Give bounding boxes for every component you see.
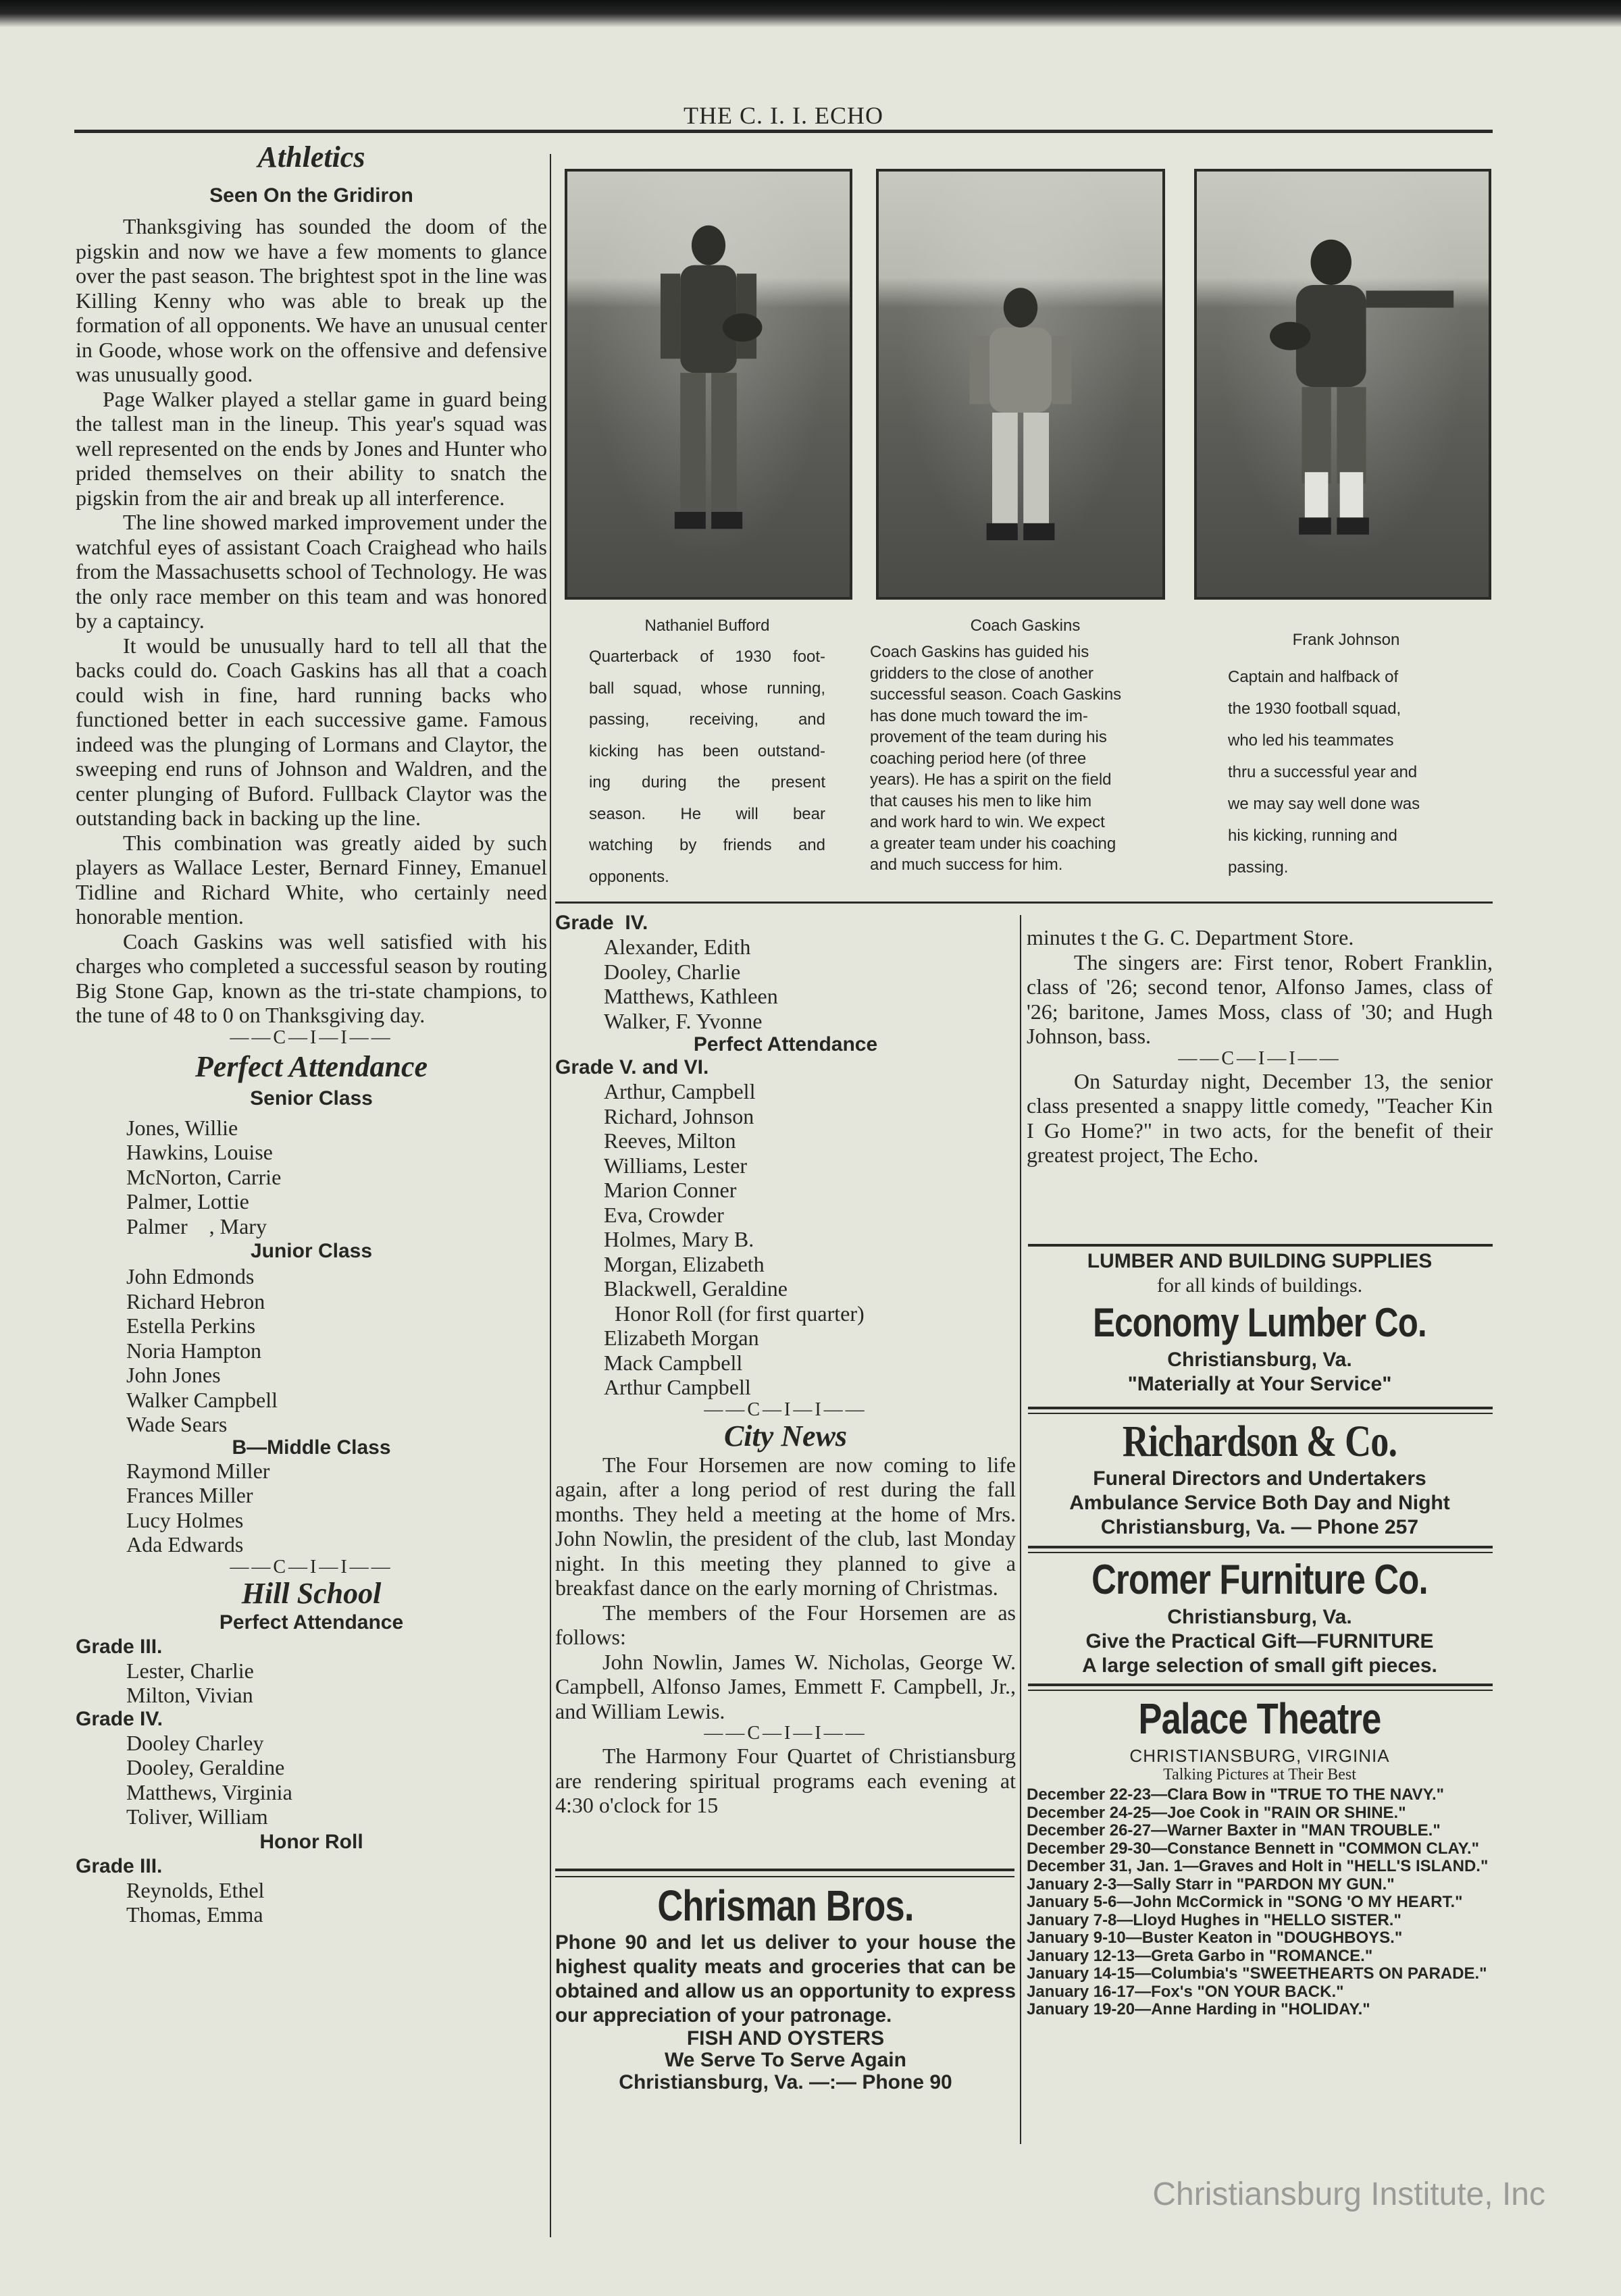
caption-line: kicking has been outstand- <box>589 741 825 760</box>
list-item: Raymond Miller <box>126 1458 270 1483</box>
right-paragraph: On Saturday night, December 13, the senior class presented a snappy little comedy, "Teacher Kin I Go Home?" in two acts, for the benefit of their greatest project, The Echo. <box>1027 1068 1493 1167</box>
richardson-line: Funeral Directors and Undertakers <box>1093 1467 1426 1490</box>
cromer-line: A large selection of small gift pieces. <box>1082 1654 1437 1677</box>
economy-top-line: LUMBER AND BUILDING SUPPLIES <box>1087 1250 1433 1272</box>
coach-figure-icon <box>879 172 1162 597</box>
listing-item: January 2-3—Sally Starr in "PARDON MY GUN." <box>1027 1875 1395 1894</box>
caption-line: and much success for him. <box>870 856 1063 874</box>
list-item: Arthur Campbell <box>604 1375 751 1399</box>
list-item: Arthur, Campbell <box>604 1079 756 1103</box>
caption-line: passing. <box>1228 858 1289 877</box>
ad-rule <box>1028 1244 1493 1247</box>
list-item: Lucy Holmes <box>126 1507 244 1532</box>
section-separator: ——C—I—I—— <box>704 1399 867 1420</box>
list-item: Dooley, Charlie <box>604 959 741 984</box>
scan-top-edge <box>0 0 1621 27</box>
grade-label: Grade III. <box>76 1854 163 1877</box>
caption-line: successful season. Coach Gaskins <box>870 685 1122 704</box>
right-column-text <box>1027 925 1493 1168</box>
list-item: Walker Campbell <box>126 1387 278 1412</box>
athletics-paragraph: Thanksgiving has sounded the doom of the pigskin and now we have a few moments to glance over the past season. The brightest spot in the line was Killing Kenny who was able to break up the formation of all opponents. We have an unusual center in Goode, whose work on the offensive and defensive was unusually good. <box>76 214 547 386</box>
list-item: Richard Hebron <box>126 1288 265 1313</box>
richardson-line: Christiansburg, Va. — Phone 257 <box>1100 1516 1419 1538</box>
masthead: THE C. I. I. ECHO <box>684 102 883 129</box>
economy-slogan: "Materially at Your Service" <box>1127 1373 1392 1395</box>
caption-line: ball squad, whose running, <box>589 679 825 698</box>
city-news-paragraph: John Nowlin, James W. Nicholas, George W. Campbell, Alfonso James, Emmett F. Campbell, Jr., and William Lewis. <box>555 1649 1016 1723</box>
honor-roll-label: Honor Roll (for first quarter) <box>615 1301 865 1326</box>
perfect-attendance-heading: Perfect Attendance <box>195 1049 428 1083</box>
list-item: Morgan, Elizabeth <box>604 1251 765 1276</box>
caption-line: passing, receiving, and <box>589 710 825 729</box>
list-item: Jones, Willie <box>126 1115 238 1140</box>
ad-rule <box>1028 1552 1493 1553</box>
list-item: Palmer , Mary <box>126 1214 267 1238</box>
left-column <box>76 138 547 1927</box>
middle-column <box>555 912 1016 1818</box>
list-item: Matthews, Virginia <box>126 1779 292 1804</box>
list-item: Reeves, Milton <box>604 1128 736 1153</box>
section-separator: ——C—I—I—— <box>230 1026 393 1048</box>
city-news-heading: City News <box>723 1419 848 1453</box>
list-item: Palmer, Lottie <box>126 1189 249 1214</box>
economy-lumber-name: Economy Lumber Co. <box>1093 1300 1426 1345</box>
list-item: Thomas, Emma <box>126 1902 263 1927</box>
caption-line: Quarterback of 1930 foot- <box>589 648 825 666</box>
column-rule-left <box>550 154 551 2237</box>
list-item: Matthews, Kathleen <box>604 984 778 1008</box>
list-item: John Jones <box>126 1363 221 1387</box>
chrisman-bros-body: Phone 90 and let us deliver to your house the highest quality meats and groceries that can be obtained and allow us an opportunity to express our appreciation of your patronage. <box>555 1931 1016 2027</box>
list-item: Estella Perkins <box>126 1313 256 1338</box>
athletics-article <box>76 214 547 1028</box>
economy-lumber-ad <box>1027 1249 1493 1397</box>
caption-line: and work hard to win. We expect <box>870 813 1105 831</box>
chrisman-line: FISH AND OYSTERS <box>686 2027 885 2050</box>
athletics-paragraph: Coach Gaskins was well satisfied with his charges who completed a successful season by routing Big Stone Gap, known as the tri-state champions, to the tune of 48 to 0 on Thanksgiving day. <box>76 929 547 1027</box>
athletics-paragraph: The line showed marked improvement under the watchful eyes of assistant Coach Craighead who hails from the Massachusetts school of Technology. He was the only race member on this team and was honored by a captaincy. <box>76 510 547 633</box>
listing-item: December 26-27—Warner Baxter in "MAN TROUBLE." <box>1027 1821 1441 1840</box>
list-item: Holmes, Mary B. <box>604 1227 754 1251</box>
palace-theatre-ad <box>1027 1692 1493 2019</box>
athletics-paragraph: Page Walker played a stellar game in guard being the tallest man in the lineup. This year's squad was well represented on the ends by Jones and Hunter who prided themselves on their ability to snatch the pigskin from the air and break up all interference. <box>76 386 547 510</box>
cromer-furniture-ad <box>1027 1555 1493 1678</box>
ad-rule <box>1028 1546 1493 1548</box>
chrisman-bros-name: Chrisman Bros. <box>657 1881 914 1930</box>
chrisman-bros-ad <box>555 1881 1016 2094</box>
grade-label: Grade III. <box>76 1635 163 1658</box>
ad-rule <box>1028 1684 1493 1686</box>
list-item: Elizabeth Morgan <box>604 1326 759 1350</box>
caption-line: thru a successful year and <box>1228 763 1418 781</box>
list-item: John Edmonds <box>126 1264 255 1288</box>
city-news-paragraph: The Four Horsemen are now coming to life again, after a long period of rest during the fall months. They held a meeting at the home of Mrs. John Nowlin, the president of the club, last Monday night. In this meeting they planned to give a breakfast dance on the early morning of Christmas. <box>555 1452 1016 1600</box>
caption-line: has done much toward the im- <box>870 706 1088 725</box>
archive-watermark: Christiansburg Institute, Inc <box>1152 2176 1545 2212</box>
richardson-line: Ambulance Service Both Day and Night <box>1069 1492 1450 1514</box>
list-item: Ada Edwards <box>126 1532 244 1557</box>
listing-item: January 7-8—Lloyd Hughes in "HELLO SISTER." <box>1027 1910 1401 1929</box>
list-item: Noria Hampton <box>126 1338 261 1363</box>
list-item: Alexander, Edith <box>604 935 751 959</box>
listing-item: January 5-6—John McCormick in "SONG 'O MY HEART." <box>1027 1893 1463 1911</box>
listing-item: January 19-20—Anne Harding in "HOLIDAY." <box>1027 2000 1370 2018</box>
perfect-attendance-label: Perfect Attendance <box>693 1033 878 1055</box>
photo-nathaniel-bufford <box>565 169 852 600</box>
list-item: Marion Conner <box>604 1178 737 1202</box>
list-item: Dooley Charley <box>126 1730 264 1755</box>
list-item: Blackwell, Geraldine <box>604 1276 788 1301</box>
list-item: Walker, F. Yvonne <box>604 1008 763 1033</box>
list-item: Eva, Crowder <box>604 1202 724 1227</box>
ad-rule <box>555 1876 1014 1877</box>
listing-item: January 16-17—Fox's "ON YOUR BACK." <box>1027 1982 1344 2001</box>
listing-item: December 31, Jan. 1—Graves and Holt in "HELL'S ISLAND." <box>1027 1857 1489 1875</box>
grade-label: Grade IV. <box>76 1707 163 1730</box>
listing-item: December 29-30—Constance Bennett in "COMMON CLAY." <box>1027 1839 1480 1858</box>
athletics-heading: Athletics <box>257 140 365 174</box>
caption-text <box>589 642 825 893</box>
continued-text: minutes t the G. C. Department Store. <box>1027 925 1354 949</box>
ad-rule <box>1028 1413 1493 1414</box>
caption-line: ing during the present <box>589 773 825 791</box>
palace-tagline: Talking Pictures at Their Best <box>1163 1766 1356 1783</box>
chrisman-line: We Serve To Serve Again <box>665 2049 906 2071</box>
caption-line: gridders to the close of another <box>870 664 1093 683</box>
caption-line: that causes his men to like him <box>870 791 1092 810</box>
caption-coach-gaskins <box>870 610 1181 876</box>
middle-class-label: B—Middle Class <box>232 1436 391 1459</box>
athletics-paragraph: It would be unusually hard to tell all that the backs could do. Coach Gaskins has all that a coach could wish in fine, hard running backs who functioned better in each successive game. Famous indeed was the plunging of Lormans and Claytor, the sweeping end runs of Johnson and Waldren, and the center plunging of Buford. Fullback Claytor was the outstanding back in backing up the line. <box>76 633 547 830</box>
athletics-paragraph: This combination was greatly aided by such players as Wallace Lester, Bernard Finney, Emanuel Tidline and Richard White, who certainly need honorable mention. <box>76 830 547 929</box>
richardson-name: Richardson & Co. <box>1122 1417 1397 1466</box>
ad-rule <box>1028 1690 1493 1691</box>
economy-top-line: for all kinds of buildings. <box>1156 1274 1363 1297</box>
caption-line: Coach Gaskins has guided his <box>870 643 1089 661</box>
list-item: Mack Campbell <box>604 1350 743 1375</box>
photo-section-rule <box>555 902 1493 904</box>
list-item: Milton, Vivian <box>126 1683 253 1707</box>
caption-frank-johnson <box>1228 625 1464 883</box>
senior-class-list <box>76 1116 547 1239</box>
caption-line: his kicking, running and <box>1228 827 1397 845</box>
gridiron-subheading: Seen On the Gridiron <box>209 184 413 207</box>
list-item: Lester, Charlie <box>126 1658 254 1683</box>
photo-frank-johnson <box>1194 169 1491 600</box>
grade-label: Grade IV. <box>555 912 648 934</box>
caption-title: Frank Johnson <box>1292 631 1400 649</box>
caption-line: who led his teammates <box>1228 731 1394 750</box>
economy-city: Christiansburg, Va. <box>1167 1349 1352 1371</box>
column-rule-right <box>1020 915 1021 2144</box>
caption-line: a greater team under his coaching <box>870 834 1116 853</box>
caption-line: we may say well done was <box>1228 795 1420 813</box>
junior-class-list <box>76 1264 547 1437</box>
list-item: Hawkins, Louise <box>126 1140 273 1164</box>
caption-line: opponents. <box>589 867 669 886</box>
list-item: Reynolds, Ethel <box>126 1877 265 1902</box>
listing-item: December 22-23—Clara Bow in "TRUE TO THE NAVY." <box>1027 1785 1445 1804</box>
cromer-city: Christiansburg, Va. <box>1167 1606 1352 1628</box>
list-item: Toliver, William <box>126 1804 268 1829</box>
palace-theatre-name: Palace Theatre <box>1138 1694 1381 1743</box>
caption-line: season. He will bear <box>589 804 825 823</box>
hill-school-heading: Hill School <box>241 1576 382 1610</box>
city-news-paragraph: The Harmony Four Quartet of Christiansburg are rendering spiritual programs each evening at 4:30 o'clock for 15 <box>555 1744 1016 1817</box>
list-item: Williams, Lester <box>604 1153 747 1178</box>
ad-rule <box>555 1869 1014 1871</box>
caption-text <box>870 642 1181 876</box>
caption-line: the 1930 football squad, <box>1228 700 1401 718</box>
grade-label: Grade V. and VI. <box>555 1056 709 1078</box>
photo-coach-gaskins <box>876 169 1165 600</box>
cromer-furniture-name: Cromer Furniture Co. <box>1091 1557 1428 1603</box>
list-item: Richard, Johnson <box>604 1103 754 1128</box>
caption-line: watching by friends and <box>589 836 825 854</box>
harmony-quartet-text <box>555 1744 1016 1818</box>
hill-school-subheading: Perfect Attendance <box>219 1611 404 1634</box>
player-figure-icon <box>567 172 850 597</box>
cromer-line: Give the Practical Gift—FURNITURE <box>1085 1630 1434 1652</box>
right-paragraph: The singers are: First tenor, Robert Franklin, class of '26; second tenor, Alfonso James, class of '26; baritone, James Moss, class of '30; and Hugh Johnson, bass. <box>1027 949 1493 1048</box>
palace-city: CHRISTIANSBURG, VIRGINIA <box>1129 1746 1390 1766</box>
richardson-ad <box>1027 1417 1493 1540</box>
right-column <box>1027 925 1493 1168</box>
caption-line: years). He has a spirit on the field <box>870 771 1112 789</box>
caption-line: provement of the team during his <box>870 728 1107 746</box>
listing-item: December 24-25—Joe Cook in "RAIN OR SHINE." <box>1027 1803 1406 1822</box>
player-figure-icon <box>1197 172 1489 597</box>
caption-title: Coach Gaskins <box>970 617 1081 635</box>
ad-rule <box>1028 1407 1493 1409</box>
junior-class-label: Junior Class <box>250 1240 373 1262</box>
listing-item: January 14-15—Columbia's "SWEETHEARTS ON PARADE." <box>1027 1964 1487 1983</box>
section-separator: ——C—I—I—— <box>1178 1047 1341 1069</box>
honor-roll-label: Honor Roll <box>259 1830 363 1853</box>
senior-class-label: Senior Class <box>250 1087 373 1110</box>
list-item: McNorton, Carrie <box>126 1164 282 1189</box>
caption-text <box>1228 661 1464 883</box>
masthead-rule <box>74 130 1493 133</box>
section-separator: ——C—I—I—— <box>230 1556 393 1577</box>
caption-line: Captain and halfback of <box>1228 668 1399 686</box>
caption-title: Nathaniel Bufford <box>644 617 770 635</box>
chrisman-line: Christiansburg, Va. —:— Phone 90 <box>619 2071 952 2093</box>
list-item: Dooley, Geraldine <box>126 1755 285 1779</box>
caption-line: coaching period here (of three <box>870 749 1087 768</box>
palace-listings <box>1027 1786 1493 2019</box>
listing-item: January 12-13—Greta Garbo in "ROMANCE." <box>1027 1946 1373 1965</box>
listing-item: January 9-10—Buster Keaton in "DOUGHBOYS." <box>1027 1929 1403 1947</box>
list-item: Frances Miller <box>126 1483 253 1507</box>
city-news-article <box>555 1453 1016 1724</box>
middle-class-list <box>76 1459 547 1557</box>
list-item: Wade Sears <box>126 1412 228 1436</box>
city-news-paragraph: The members of the Four Horsemen are as follows: <box>555 1600 1016 1649</box>
caption-nathaniel-bufford <box>589 610 825 893</box>
section-separator: ——C—I—I—— <box>704 1723 867 1744</box>
